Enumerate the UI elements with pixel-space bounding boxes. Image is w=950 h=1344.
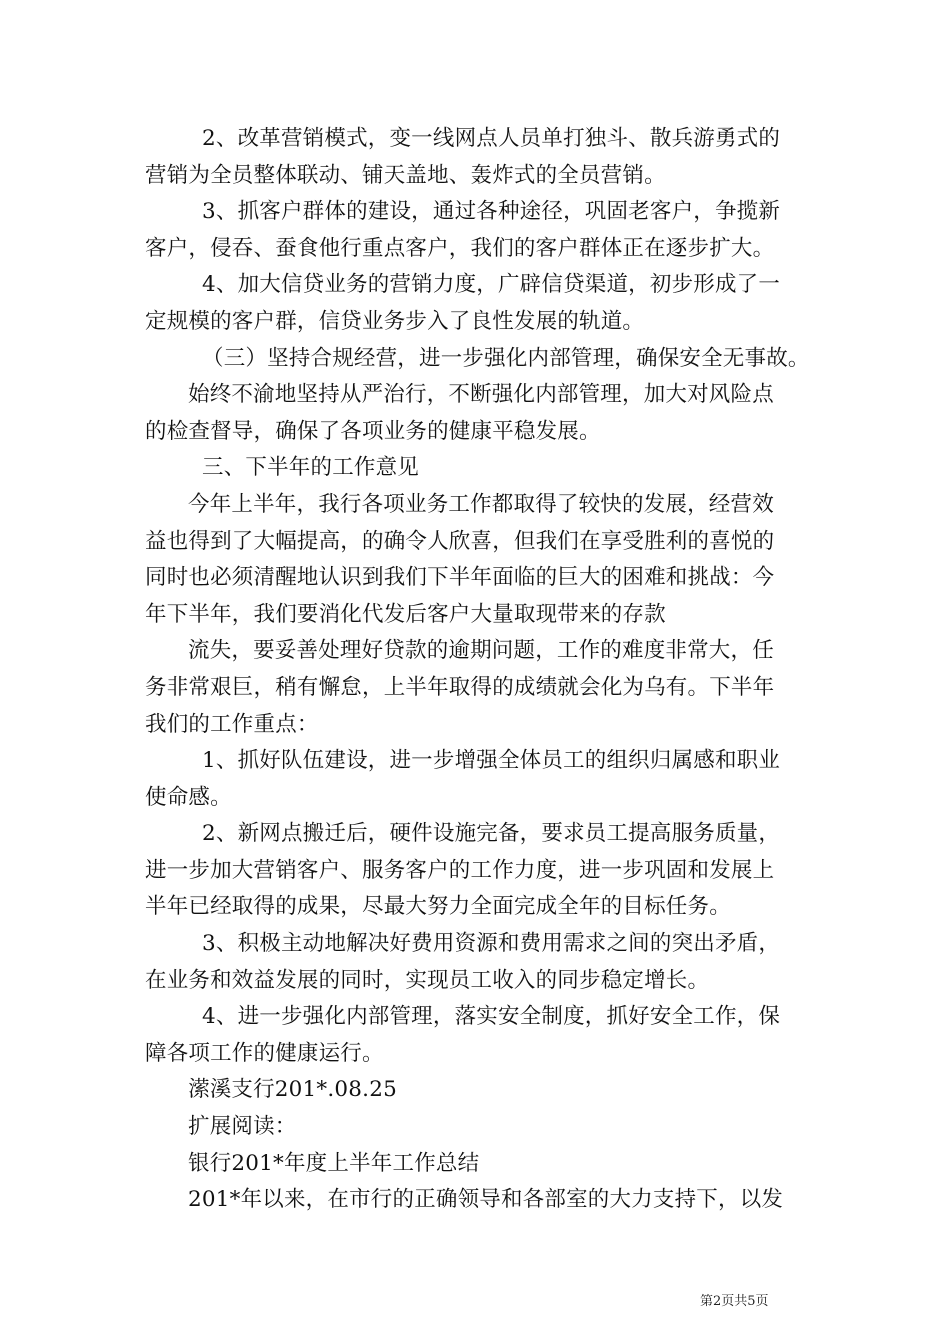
- text-line: 2、改革营销模式，变一线网点人员单打独斗、散兵游勇式的: [202, 126, 781, 151]
- text-line: 务非常艰巨，稍有懈怠，上半年取得的成绩就会化为乌有。下半年: [145, 674, 775, 700]
- text-line: 今年上半年，我行各项业务工作都取得了较快的发展，经营效: [188, 491, 774, 517]
- text-line: 3、抓客户群体的建设，通过各种途径，巩固老客户，争揽新: [202, 199, 781, 225]
- text-line: 3、积极主动地解决好费用资源和费用需求之间的突出矛盾，: [202, 931, 781, 957]
- text-line: 流失，要妥善处理好贷款的逾期问题，工作的难度非常大，任: [188, 638, 774, 664]
- text-line: 年下半年，我们要消化代发后客户大量取现带来的存款: [145, 601, 666, 627]
- text-line: 进一步加大营销客户、服务客户的工作力度，进一步巩固和发展上: [145, 857, 775, 883]
- text-line: 客户，侵吞、蚕食他行重点客户，我们的客户群体正在逐步扩大。: [145, 235, 775, 261]
- text-line: 2、新网点搬迁后，硬件设施完备，要求员工提高服务质量，: [202, 821, 781, 847]
- section-heading: （三）坚持合规经营，进一步强化内部管理，确保安全无事故。: [202, 345, 810, 371]
- text-line: 的检查督导，确保了各项业务的健康平稳发展。: [145, 418, 601, 444]
- text-line: 营销为全员整体联动、铺天盖地、轰炸式的全员营销。: [145, 162, 666, 188]
- text-line: 定规模的客户群，信贷业务步入了良性发展的轨道。: [145, 308, 645, 334]
- text-line: 障各项工作的健康运行。: [145, 1040, 384, 1066]
- text-line: 始终不渝地坚持从严治行，不断强化内部管理，加大对风险点: [188, 382, 774, 408]
- text-line: 半年已经取得的成果，尽最大努力全面完成全年的目标任务。: [145, 894, 731, 920]
- text-line: 4、加大信贷业务的营销力度，广辟信贷渠道，初步形成了一: [202, 272, 781, 298]
- article-title: 银行201*年度上半年工作总结: [188, 1150, 480, 1176]
- body-text: [145, 121, 815, 1219]
- text-line: 201*年以来，在市行的正确领导和各部室的大力支持下，以发: [188, 1187, 784, 1213]
- text-line: 我们的工作重点：: [145, 711, 319, 737]
- text-line: 使命感。: [145, 784, 232, 810]
- text-line: 4、进一步强化内部管理，落实安全制度，抓好安全工作，保: [202, 1004, 781, 1030]
- text-line: 益也得到了大幅提高，的确令人欣喜，但我们在享受胜利的喜悦的: [145, 528, 775, 554]
- text-line: 扩展阅读：: [188, 1114, 297, 1140]
- section-heading: 三、下半年的工作意见: [202, 455, 420, 481]
- page-number: 第2页共5页: [700, 1294, 769, 1309]
- text-line: 同时也必须清醒地认识到我们下半年面临的巨大的困难和挑战：今: [145, 565, 775, 591]
- text-line: 在业务和效益发展的同时，实现员工收入的同步稳定增长。: [145, 967, 710, 993]
- signature-line: 潆溪支行201*.08.25: [188, 1077, 397, 1103]
- text-line: 1、抓好队伍建设，进一步增强全体员工的组织归属感和职业: [202, 748, 781, 774]
